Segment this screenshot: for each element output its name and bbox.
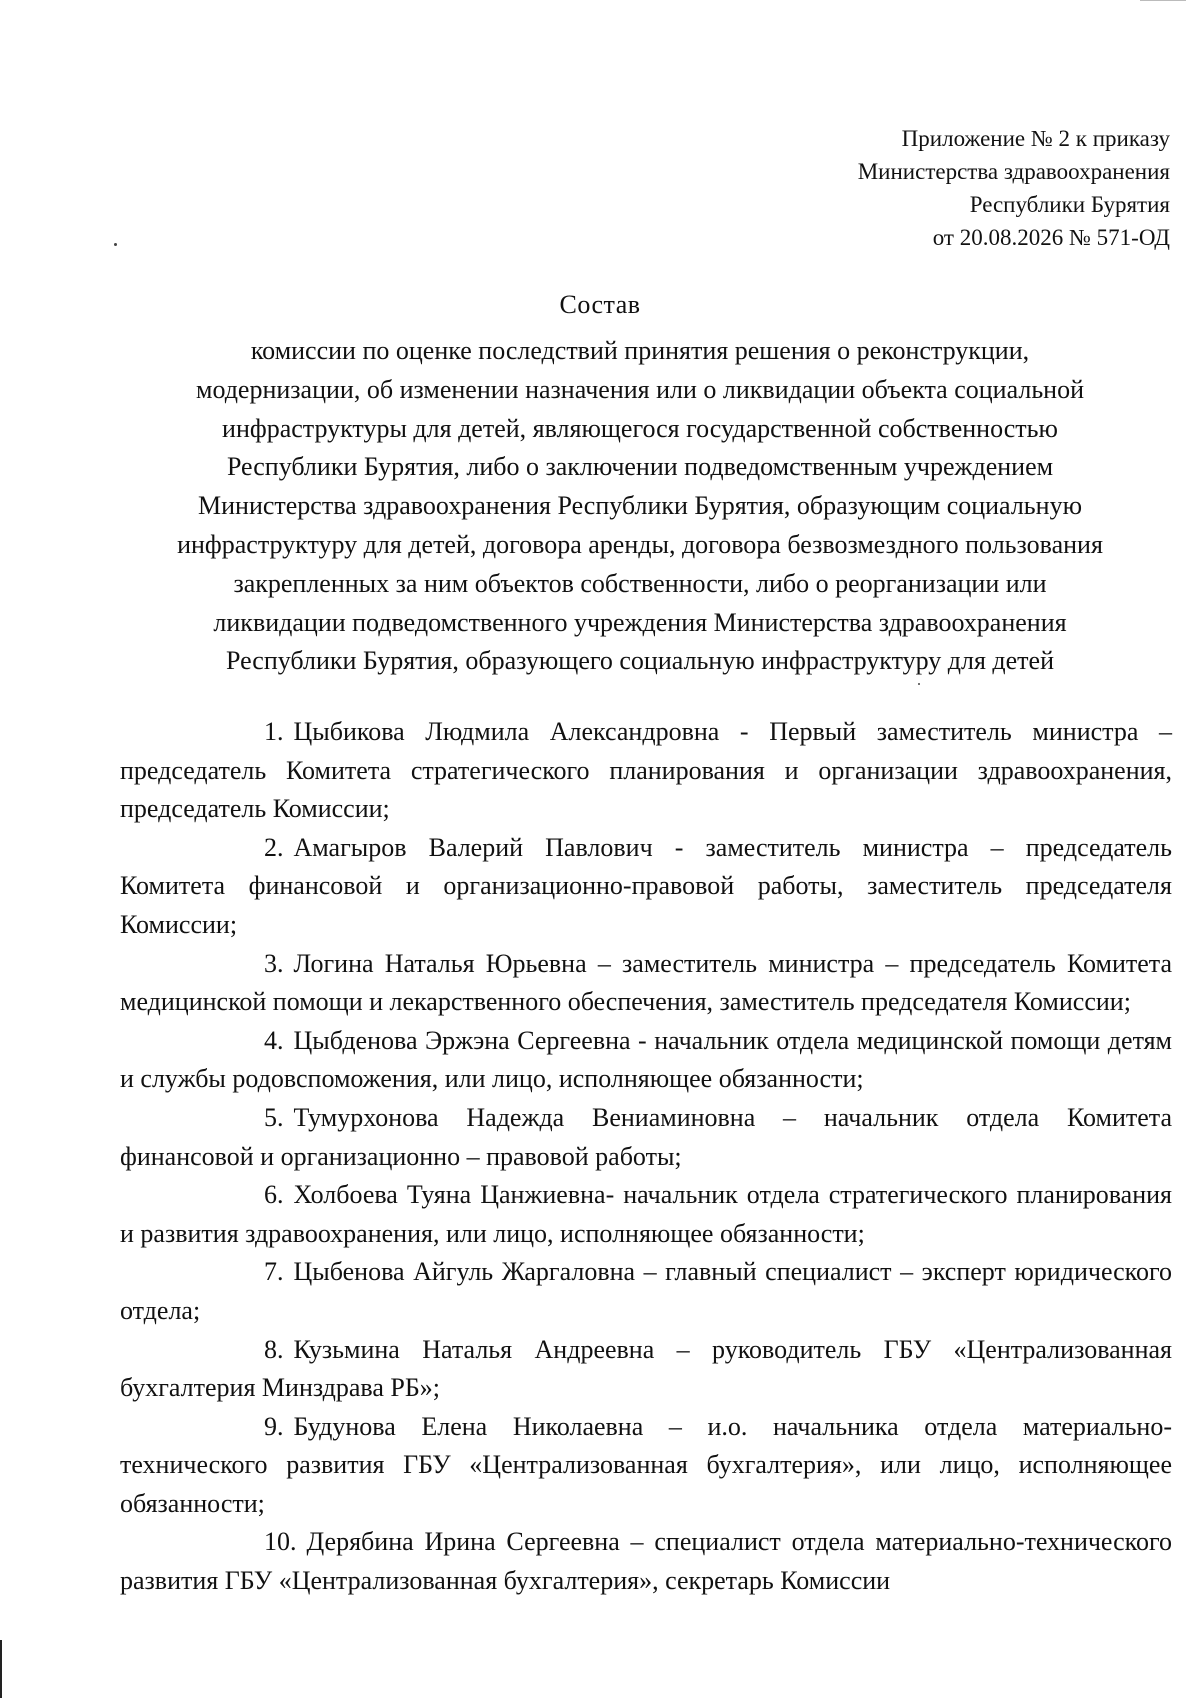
subtitle-line: закрепленных за ним объектов собственности, либо о реорганизации или (233, 568, 1047, 598)
subtitle-line: Республики Бурятия, либо о заключении подведомственным учреждением (226, 452, 1054, 482)
scan-edge-mark (1140, 0, 1186, 1)
annex-line-2: Министерства здравоохранения (857, 159, 1170, 184)
item-number: 10. (264, 1527, 297, 1557)
item-text: Холбоева Туяна Цанжиевна- начальник отдела стратегического планирования и развития здравоохранения, или лицо, исполняющее обязанности; (120, 1180, 1172, 1248)
item-number: 4. (264, 1025, 284, 1055)
subtitle-line: ликвидации подведомственного учреждения Министерства здравоохранения (213, 607, 1067, 637)
item-number: 8. (264, 1334, 284, 1364)
subtitle-line: комиссии по оценке последствий принятия решения о реконструкции, (250, 336, 1030, 365)
list-item (120, 1099, 1172, 1176)
item-text: Цыбенова Айгуль Жаргаловна – главный специалист – эксперт юридического отдела; (120, 1257, 1172, 1325)
item-number: 1. (264, 717, 284, 746)
subtitle-line: модернизации, об изменении назначения или о ликвидации объекта социальной (195, 374, 1085, 404)
list-item (120, 1408, 1172, 1524)
list-item (120, 1022, 1172, 1099)
list-item (120, 1253, 1172, 1330)
document-subtitle (110, 332, 1170, 681)
annex-line-3: Республики Бурятия (969, 192, 1170, 217)
scan-speck (114, 243, 117, 246)
item-number: 2. (264, 832, 284, 862)
list-item (120, 1176, 1172, 1253)
subtitle-line: Республики Бурятия, образующего социальную инфраструктуру для детей (225, 646, 1054, 676)
list-item (120, 1331, 1172, 1408)
subtitle-line: Министерства здравоохранения Республики Бурятия, образующим социальную (198, 491, 1082, 521)
list-item (120, 945, 1172, 1022)
item-text: Будунова Елена Николаевна – и.о. начальника отдела материально-технического развития ГБУ «Централизованная бухгалтерия», или лицо, исполняющее обязанности; (120, 1411, 1172, 1518)
members-list (120, 713, 1172, 1601)
item-text: Цыбикова Людмила Александровна - Первый заместитель министра – председатель Комитета стратегического планирования и организации здравоохранения, председатель Комиссии; (120, 717, 1172, 824)
document-title: Состав (559, 290, 641, 319)
item-number: 3. (264, 948, 284, 978)
item-text: Тумурхонова Надежда Вениаминовна – начальник отдела Комитета финансовой и организационно – правовой работы; (120, 1102, 1172, 1171)
annex-line-1: Приложение № 2 к приказу (901, 126, 1170, 151)
list-item (120, 713, 1172, 829)
list-item (120, 829, 1172, 945)
item-number: 9. (264, 1411, 284, 1441)
item-text: Цыбденова Эржэна Сергеевна - начальник отдела медицинской помощи детям и службы родовспоможения, или лицо, исполняющее обязанности; (120, 1025, 1172, 1094)
item-text: Амагыров Валерий Павлович - заместитель министра – председатель Комитета финансовой и организационно-правовой работы, заместитель председателя Комиссии; (120, 832, 1172, 939)
item-number: 6. (264, 1180, 284, 1210)
annex-line-4: от 20.08.2026 № 571-ОД (932, 225, 1170, 250)
item-number: 5. (264, 1102, 284, 1132)
item-number: 7. (264, 1257, 284, 1287)
subtitle-line: инфраструктуру для детей, договора аренды, договора безвозмездного пользования (177, 529, 1103, 559)
list-item (120, 1523, 1172, 1600)
scan-speck (918, 683, 920, 685)
scan-edge-mark (0, 1640, 2, 1698)
subtitle-line: инфраструктуры для детей, являющегося государственной собственностью (222, 413, 1058, 443)
item-text: Логина Наталья Юрьевна – заместитель министра – председатель Комитета медицинской помощи и лекарственного обеспечения, заместитель председателя Комиссии; (120, 948, 1172, 1017)
annex-header (610, 122, 1170, 254)
item-text: Дерябина Ирина Сергеевна – специалист отдела материально-технического развития ГБУ «Централизованная бухгалтерия», секретарь Комиссии (120, 1527, 1172, 1596)
item-text: Кузьмина Наталья Андреевна – руководитель ГБУ «Централизованная бухгалтерия Минздрава РБ»; (120, 1334, 1172, 1403)
